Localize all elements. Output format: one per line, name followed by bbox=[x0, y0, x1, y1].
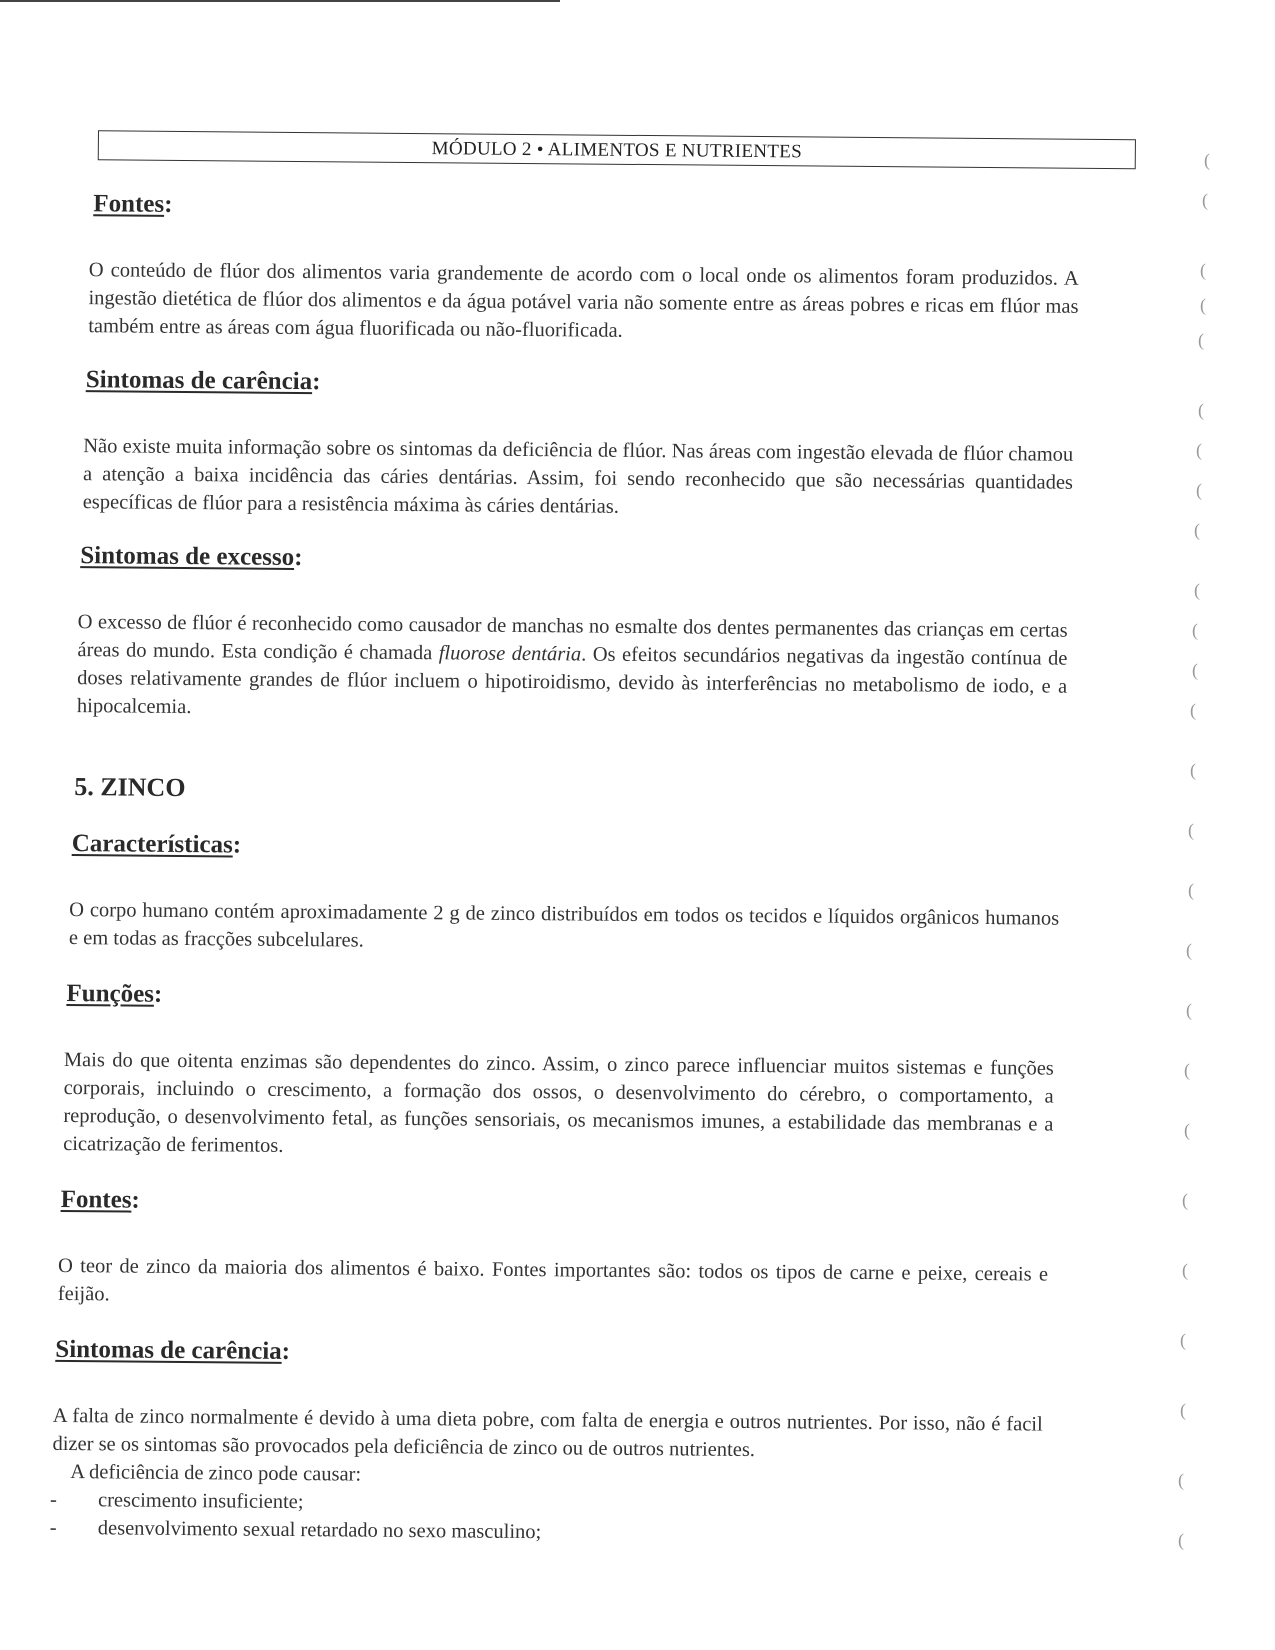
heading-excesso-fluor: Sintomas de excesso: bbox=[80, 542, 303, 572]
binding-margin-marks: ( ( ( ( ( ( ( ( ( ( ( ( ( ( ( ( ( ( ( ( ( ( ( ( ( ( bbox=[1178, 150, 1210, 1550]
heading-caracteristicas: Características: bbox=[71, 830, 242, 859]
paragraph-fontes-zinco: O teor de zinco da maioria dos alimentos é baixo. Fontes importantes são: todos os tipos de carne e peixe, cereais e feijão. bbox=[57, 1254, 1049, 1306]
module-header bbox=[98, 130, 1136, 169]
paragraph-fontes-fluor: O conteúdo de flúor dos alimentos varia grandemente de acordo com o local onde os alimentos foram produzidos. A ingestão dietética de flúor dos alimentos e da água potável varia não somente entre as áreas pobres e ricas em flúor mas também entre as áreas com água fluorificada ou não-fluorificada. bbox=[88, 259, 1079, 342]
term-fluorose: fluorose dentária bbox=[438, 642, 582, 666]
heading-fontes-fluor: Fontes: bbox=[93, 190, 173, 218]
paragraph-funcoes: Mais do que oitenta enzimas são dependentes do zinco. Assim, o zinco parece influenciar muitos sistemas e funções corporais, incluindo o crescimento, a formação dos ossos, o desenvolvimento do cérebro, o comportamento, a reprodução, o desenvolvimento fetal, as funções sensoriais, os mecanismos imunes, a estabilidade das membranas e a cicatrização de ferimentos. bbox=[63, 1048, 1054, 1157]
list-item: - crescimento insuficiente; bbox=[49, 1488, 304, 1514]
deficiency-list bbox=[50, 1486, 1118, 1551]
list-intro: A deficiência de zinco pode causar: bbox=[70, 1461, 362, 1486]
paragraph-caracteristicas: O corpo humano contém aproximadamente 2 g de zinco distribuídos em todos os tecidos e líquidos orgânicos humanos e em todas as fracções subcelulares. bbox=[68, 899, 1060, 952]
top-edge-rule bbox=[0, 0, 560, 2]
paragraph-excesso-fluor: O excesso de flúor é reconhecido como causador de manchas no esmalte dos dentes permanentes das crianças em certas áreas do mundo. Esta condição é chamada fluorose dentária. Os efeitos secundários negativas da ingestão contínua de doses relativamente grandes de flúor incluem o hipotiroidismo, devido às interferências no metabolismo de iodo, e a hipocalcemia. bbox=[76, 611, 1068, 719]
paragraph-carencia-zinco: A falta de zinco normalmente é devido à uma dieta pobre, com falta de energia e outros nutrientes. Por isso, não é facil dizer se os sintomas são provocados pela deficiência de zinco ou de outros nutrientes. bbox=[52, 1404, 1043, 1462]
heading-zinco: 5. ZINCO bbox=[74, 772, 186, 803]
heading-funcoes: Funções: bbox=[66, 980, 163, 1008]
heading-carencia-zinco: Sintomas de carência: bbox=[55, 1335, 291, 1365]
paragraph-carencia-fluor: Não existe muita informação sobre os sintomas da deficiência de flúor. Nas áreas com ingestão elevada de flúor chamou a atenção a baixa incidência das cáries dentárias. Assim, foi sendo reconhecido que são necessárias quantidades específicas de flúor para a resistência máxima às cáries dentárias. bbox=[82, 435, 1074, 518]
list-item: - desenvolvimento sexual retardado no sexo masculino; bbox=[49, 1516, 542, 1544]
document-page bbox=[49, 130, 1130, 1551]
module-title: MÓDULO 2 • ALIMENTOS E NUTRIENTES bbox=[431, 138, 803, 163]
heading-carencia-fluor: Sintomas de carência: bbox=[85, 366, 321, 396]
heading-fontes-zinco: Fontes: bbox=[60, 1185, 140, 1214]
